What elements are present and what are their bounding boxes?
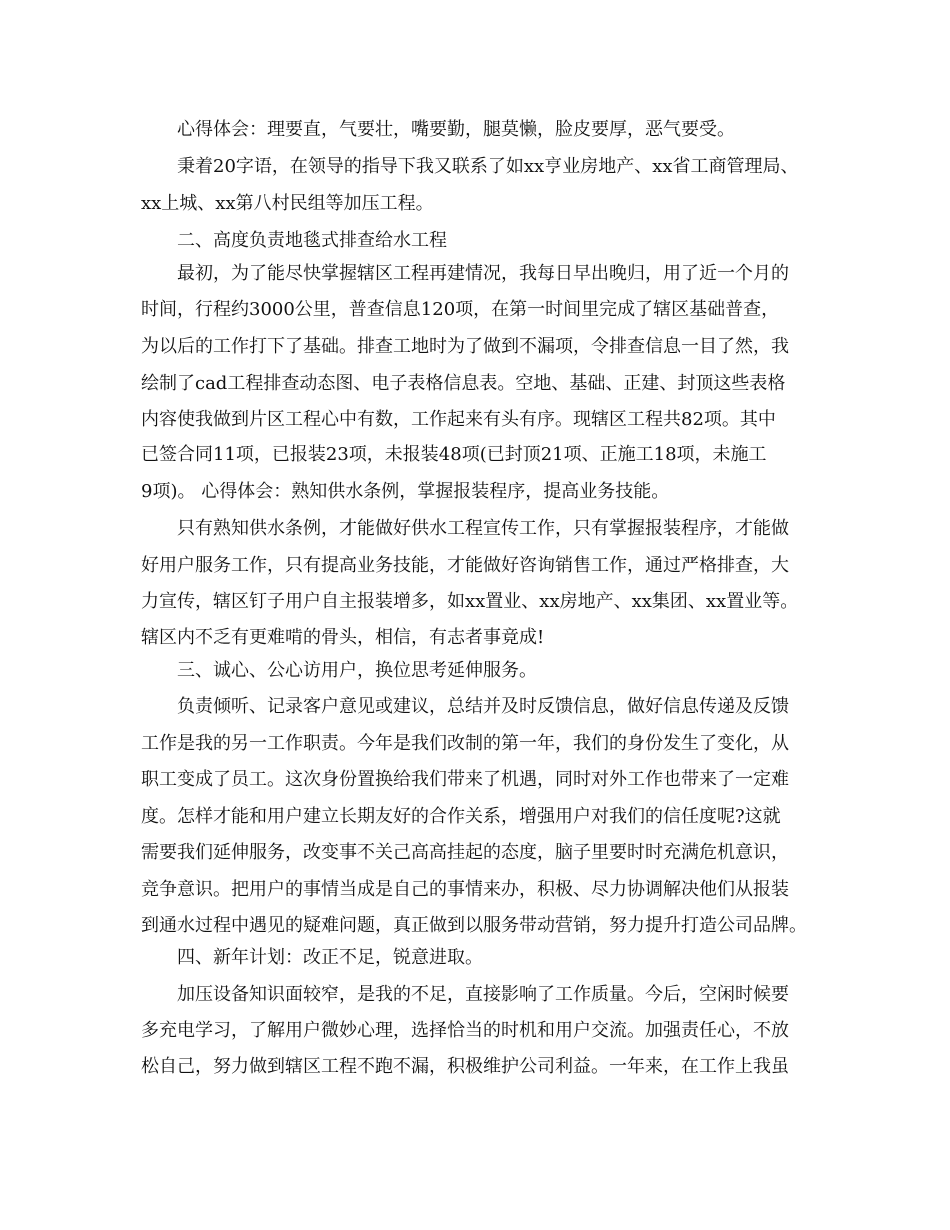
section-heading: 三、诚心、公心访用户，换位思考延伸服务。 — [177, 660, 537, 681]
text-line: 力宣传，辖区钉子用户自主报装增多，如xx置业、xx房地产、xx集团、xx置业等。 — [141, 591, 799, 612]
text-line: xx上城、xx第八村民组等加压工程。 — [141, 193, 434, 214]
text-line: 为以后的工作打下了基础。排查工地时为了做到不漏项，令排查信息一目了然，我 — [141, 336, 789, 357]
text-line: 加压设备知识面较窄，是我的不足，直接影响了工作质量。今后，空闲时候要 — [177, 984, 789, 1005]
text-line: 度。怎样才能和用户建立长期友好的合作关系，增强用户对我们的信任度呢?这就 — [141, 806, 781, 827]
text-line: 工作是我的另一工作职责。今年是我们改制的第一年，我们的身份发生了变化，从 — [141, 733, 789, 754]
text-line: 秉着20字语，在领导的指导下我又联系了如xx亨业房地产、xx省工商管理局、 — [177, 156, 799, 177]
text-line: 内容使我做到片区工程心中有数，工作起来有头有序。现辖区工程共82项。其中 — [141, 409, 776, 430]
text-line: 心得体会：理要直，气要壮，嘴要勤，腿莫懒，脸皮要厚，恶气要受。 — [177, 119, 735, 140]
text-line: 辖区内不乏有更难啃的骨头，相信，有志者事竟成! — [141, 627, 545, 648]
text-line: 时间，行程约3000公里，普查信息120项，在第一时间里完成了辖区基础普查， — [141, 299, 780, 320]
text-line: 需要我们延伸服务，改变事不关己高高挂起的态度，脑子里要时时充满危机意识， — [141, 842, 789, 863]
text-line: 多充电学习，了解用户微妙心理，选择恰当的时机和用户交流。加强责任心，不放 — [141, 1020, 789, 1041]
section-heading: 四、新年计划：改正不足，锐意进取。 — [177, 947, 483, 968]
text-line: 职工变成了员工。这次身份置换给我们带来了机遇，同时对外工作也带来了一定难 — [141, 769, 789, 790]
text-line: 只有熟知供水条例，才能做好供水工程宣传工作，只有掌握报装程序，才能做 — [177, 518, 789, 539]
text-line: 已签合同11项，已报装23项，未报装48项(已封顶21项、正施工18项，未施工 — [141, 444, 767, 465]
section-heading: 二、高度负责地毯式排查给水工程 — [177, 230, 447, 251]
text-line: 松自己，努力做到辖区工程不跑不漏，积极维护公司利益。一年来，在工作上我虽 — [141, 1056, 789, 1077]
text-line: 负责倾听、记录客户意见或建议，总结并及时反馈信息，做好信息传递及反馈 — [177, 696, 789, 717]
text-line: 9项)。 心得体会：熟知供水条例，掌握报装程序，提高业务技能。 — [141, 481, 670, 502]
text-line: 竞争意识。把用户的事情当成是自己的事情来办，积极、尽力协调解决他们从报装 — [141, 879, 789, 900]
text-line: 到通水过程中遇见的疑难问题，真正做到以服务带动营销，努力提升打造公司品牌。 — [141, 915, 807, 936]
text-line: 绘制了cad工程排查动态图、电子表格信息表。空地、基础、正建、封顶这些表格 — [141, 373, 786, 394]
text-line: 好用户服务工作，只有提高业务技能，才能做好咨询销售工作，通过严格排查，大 — [141, 555, 789, 576]
text-line: 最初，为了能尽快掌握辖区工程再建情况，我每日早出晚归，用了近一个月的 — [177, 263, 789, 284]
